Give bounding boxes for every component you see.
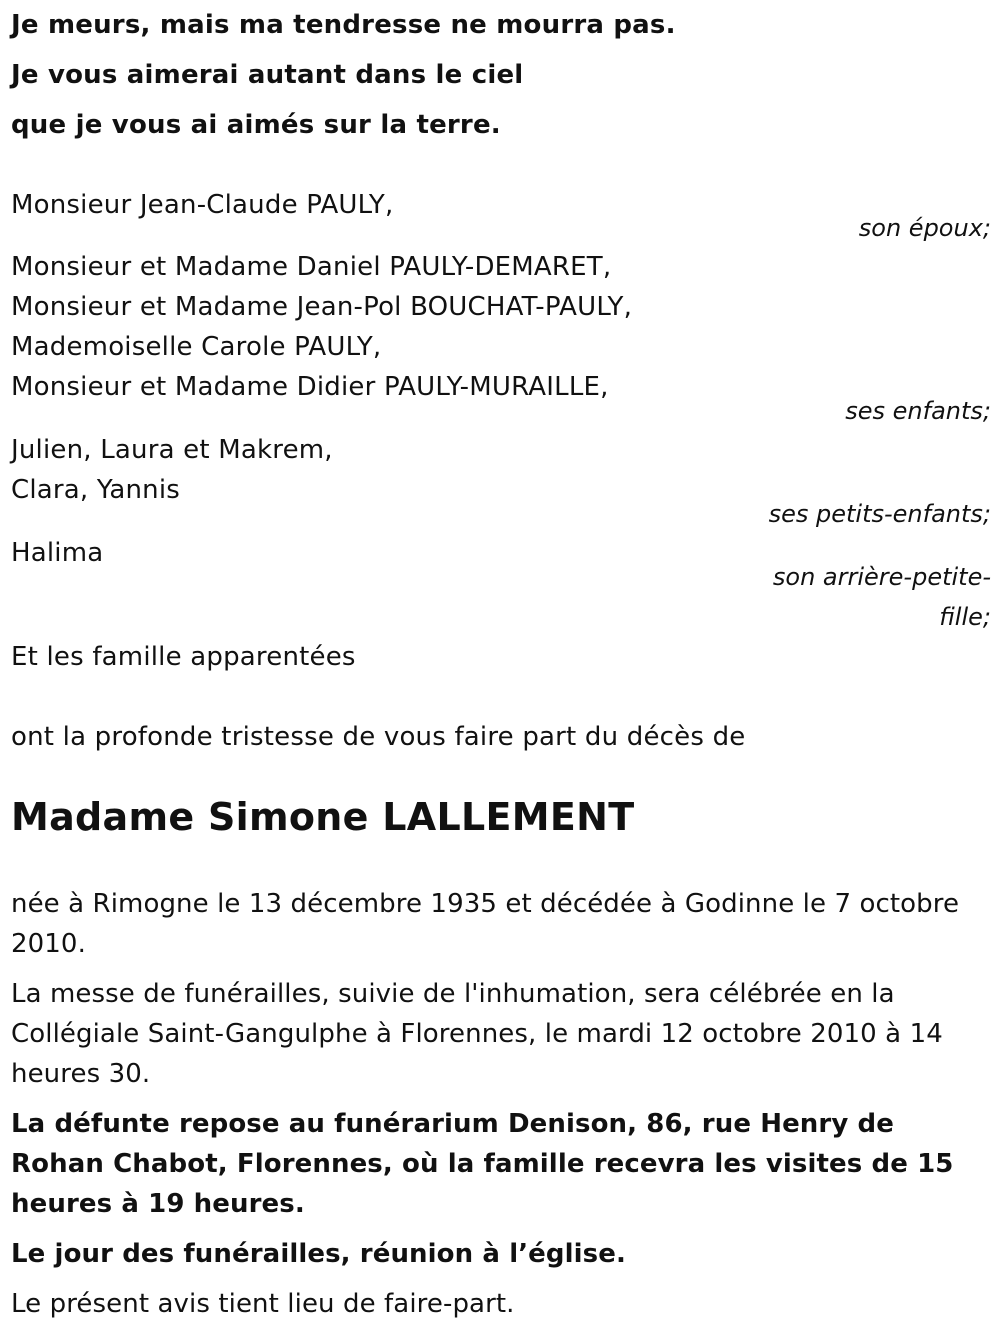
deceased-name: Madame Simone LALLEMENT: [11, 795, 635, 839]
child-name: Monsieur et Madame Didier PAULY-MURAILLE,: [11, 372, 609, 402]
spouse-role: son époux;: [858, 214, 991, 242]
church-meeting: Le jour des funérailles, réunion à l’église.: [11, 1239, 626, 1269]
child-name: Mademoiselle Carole PAULY,: [11, 332, 382, 362]
grandchildren-names: Julien, Laura et Makrem,: [11, 435, 333, 465]
relatives-line: Et les famille apparentées: [11, 642, 356, 672]
announcement-text: ont la profonde tristesse de vous faire part du décès de: [11, 722, 746, 752]
closing-note: Le présent avis tient lieu de faire-part.: [11, 1289, 515, 1319]
great-grandchild-role-cont: fille;: [939, 603, 991, 631]
grandchildren-role: ses petits-enfants;: [768, 500, 991, 528]
great-grandchild-role: son arrière-petite-: [772, 563, 991, 591]
spouse-name: Monsieur Jean-Claude PAULY,: [11, 190, 394, 220]
obituary-notice: [11, 0, 991, 1338]
epigraph-line-2: Je vous aimerai autant dans le ciel: [11, 60, 524, 90]
epigraph-line-3: que je vous ai aimés sur la terre.: [11, 110, 501, 140]
child-name: Monsieur et Madame Jean-Pol BOUCHAT-PAULY,: [11, 292, 633, 322]
visitation-details: La défunte repose au funérarium Denison, 86, rue Henry de Rohan Chabot, Florennes, où la famille recevra les visites de 15 heures à 19 heures.: [11, 1109, 954, 1219]
children-role: ses enfants;: [845, 397, 991, 425]
funeral-details: La messe de funérailles, suivie de l'inhumation, sera célébrée en la Collégiale Saint-Gangulphe à Florennes, le mardi 12 octobre 2010 à 14 heures 30.: [11, 979, 943, 1089]
great-grandchild-name: Halima: [11, 538, 104, 568]
epigraph-line-1: Je meurs, mais ma tendresse ne mourra pas.: [11, 10, 676, 40]
grandchildren-names: Clara, Yannis: [11, 475, 181, 505]
child-name: Monsieur et Madame Daniel PAULY-DEMARET,: [11, 252, 612, 282]
birth-death-details: née à Rimogne le 13 décembre 1935 et décédée à Godinne le 7 octobre 2010.: [11, 889, 960, 959]
